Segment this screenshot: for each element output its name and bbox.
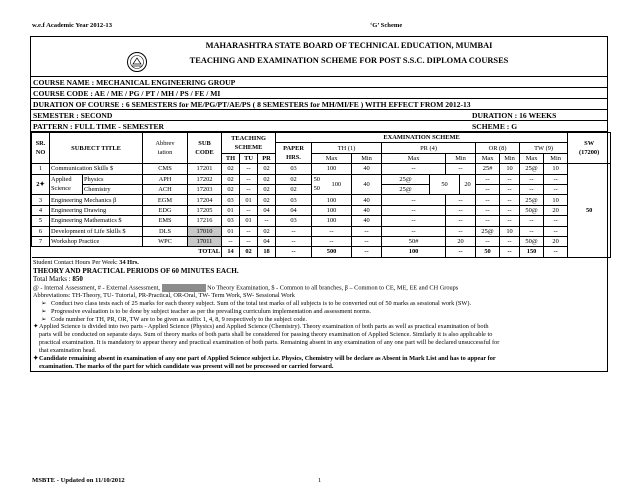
table-cell: 4 [32,205,50,215]
table-cell: -- [240,184,258,194]
contact-hours: Student Contact Hours Per Week: 34 Hrs. [33,258,139,266]
table-cell: 10 [500,164,520,174]
table-cell: 40 [352,216,382,226]
table-cell: 100 [312,195,352,205]
table-cell: 02 [222,174,240,184]
table-cell: -- [476,236,500,246]
or-max: Max [476,153,500,163]
board-header [31,37,607,77]
table-cell: 25@ [520,164,544,174]
table-row [32,164,611,174]
table-cell: 20 [460,174,476,195]
table-cell: 02 [240,247,258,257]
subject-title: Development of Life Skills $ [50,226,143,236]
table-cell: WPC [143,236,188,246]
sw-marks: 50 [568,164,611,258]
semester: SEMESTER : SECOND [33,111,113,120]
table-cell: -- [352,236,382,246]
table-cell: 50# [382,236,446,246]
table-cell: 03 [222,216,240,226]
table-cell: -- [544,216,568,226]
table-cell: -- [446,226,476,236]
table-cell: -- [500,247,520,257]
table-cell: -- [520,226,544,236]
effective-year: w.e.f Academic Year 2012-13 [32,22,113,29]
col-t-th: TH [222,153,240,163]
note-1: ➢ Conduct two class tests each of 25 marks for each theory subject. Sum of the total test marks of all subjects is to be converted out of 50 marks as sessional work (SW). [41,299,472,307]
table-cell: -- [500,195,520,205]
table-cell: 01 [222,205,240,215]
table-cell: -- [544,247,568,257]
table-cell: -- [352,226,382,236]
page-footer [32,477,606,484]
abbreviations: Abbreviations: TH-Theory, TU- Tutorial, PR-Practical, OR-Oral, TW- Term Work, SW- Sessional Work [33,291,295,299]
table-cell: -- [276,226,312,236]
table-cell: -- [382,226,446,236]
table-cell: -- [544,174,568,184]
table-cell: -- [446,164,476,174]
table-cell: DLS [143,226,188,236]
col-pr: PR (4) [382,143,476,153]
col-th: TH (1) [312,143,382,153]
table-cell: 17011 [188,236,222,246]
table-cell: 500 [312,247,352,257]
table-cell: -- [500,236,520,246]
table-cell: 50 [430,174,460,195]
table-cell: ACH [143,184,188,194]
col-subject: SUBJECT TITLE [50,133,143,164]
table-cell: EDG [143,205,188,215]
table-cell: 5 [32,216,50,226]
semester-row [31,110,607,121]
table-cell: 17203 [188,184,222,194]
table-cell: 7 [32,236,50,246]
table-cell: 100 [312,216,352,226]
subject-title: Communication Skills $ [50,164,143,174]
th-max: Max [312,153,352,163]
table-cell: -- [312,236,352,246]
table-cell: 10 [544,164,568,174]
table-cell: 01 [222,226,240,236]
table-cell: EGM [143,195,188,205]
table-cell: -- [446,205,476,215]
table-cell: -- [240,164,258,174]
table-cell: Physics [83,174,143,184]
table-cell: 03 [276,216,312,226]
col-tw: TW (9) [520,143,568,153]
table-cell: TOTAL [32,247,222,257]
table-cell: 50@ [520,236,544,246]
subject-title: Engineering Mechanics β [50,195,143,205]
note-line: examination. The marks of the part for which candidate was present will not be processed or carried forward. [39,363,334,371]
table-cell: 25@ [476,226,500,236]
col-t-pr: PR [258,153,276,163]
table-cell: 100 [322,174,352,195]
board-name: MAHARASHTRA STATE BOARD OF TECHNICAL EDUCATION, MUMBAI [205,41,493,50]
table-cell: CMS [143,164,188,174]
note-line: parts will be conducted on separate days. Sum of theory marks of both parts shall be considered for passing theory examination of Applied Science. Similarly it is also applicable to [39,331,493,339]
table-row [32,216,611,226]
pr-min: Min [446,153,476,163]
table-cell: 20 [446,236,476,246]
semester-duration: DURATION : 16 WEEKS [472,111,557,120]
table-cell: 2✦ [32,174,50,195]
table-row [32,236,611,246]
table-cell: -- [520,184,544,194]
table-cell: 02 [258,226,276,236]
table-cell: -- [476,174,500,184]
table-cell: 150 [520,247,544,257]
table-cell: -- [520,174,544,184]
table-row [32,174,611,184]
col-sr: SR. NO [32,133,50,164]
scheme-title: TEACHING AND EXAMINATION SCHEME FOR POST S.S.C. DIPLOMA COURSES [189,56,509,65]
table-cell: 17010 [188,226,222,236]
table-row [32,226,611,236]
table-cell: 40 [352,174,382,195]
table-cell: -- [382,205,446,215]
table-cell: -- [240,236,258,246]
table-cell: 100 [312,205,352,215]
col-teaching: TEACHING SCHEME [222,133,276,154]
table-cell: 18 [258,247,276,257]
table-cell: 6 [32,226,50,236]
table-cell: Chemistry [83,184,143,194]
scheme-frame [30,36,608,372]
th-min: Min [352,153,382,163]
no-theory-swatch [162,284,206,292]
absence-note: ✦ Candidate remaining absent in examination of any one part of Applied Science subject i.e. Physics, Chemistry will be declare as Absent in Mark List and has to appear for [33,355,496,363]
table-cell: -- [476,205,500,215]
legend-line: @ - Internal Assessment, # - External Assessment, No Theory Examination, $ - Common to all branches, β – Common to CE, ME, EE and CH Groups [33,283,459,291]
table-cell: -- [222,236,240,246]
note-line: that examination head. [39,347,97,355]
scheme-table [31,132,611,258]
table-cell: -- [382,195,446,205]
total-marks: Total Marks : 850 [33,274,83,283]
note-3: ➢ Code number for TH, PR, OR, TW are to be given as suffix 1, 4, 8, 9 respectively to the subject code. [41,315,307,323]
col-t-tu: TU [240,153,258,163]
course-code: COURSE CODE : AE / ME / PG / PT / MH / PS / FE / MI [31,88,607,99]
table-cell: 25@ [382,184,430,194]
period-note: THEORY AND PRACTICAL PERIODS OF 60 MINUTES EACH. [33,266,239,275]
table-cell: 40 [352,205,382,215]
table-cell: 10 [500,226,520,236]
col-sw: SW (17200) [568,133,611,164]
note-2: ➢ Progressive evaluation is to be done by subject teacher as per the prevailing curriculum implementation and assessment norms. [41,307,372,315]
table-cell: -- [276,247,312,257]
subject-title: Workshop Practice [50,236,143,246]
subject-title: Applied Science [50,174,83,195]
pr-max: Max [382,153,446,163]
table-cell: 17202 [188,174,222,184]
table-cell: -- [446,195,476,205]
table-cell: -- [520,216,544,226]
table-cell: 02 [258,164,276,174]
page-number: 1 [318,477,322,484]
table-cell: 50 50 [312,174,322,195]
table-cell: 14 [222,247,240,257]
total-row [32,247,611,257]
table-cell: 100 [382,247,446,257]
table-cell: 17204 [188,195,222,205]
table-cell: -- [382,164,446,174]
tw-min: Min [544,153,568,163]
table-cell: -- [500,184,520,194]
pattern: PATTERN : FULL TIME - SEMESTER [33,122,165,131]
table-cell: -- [446,247,476,257]
table-cell: 04 [276,205,312,215]
table-cell: -- [476,195,500,205]
or-min: Min [500,153,520,163]
table-cell: -- [500,205,520,215]
table-cell: 04 [258,205,276,215]
table-cell: 02 [222,164,240,174]
scheme-code: SCHEME : G [472,122,518,131]
table-cell: 25# [476,164,500,174]
table-cell: -- [544,226,568,236]
table-cell: 03 [222,195,240,205]
table-cell: -- [276,236,312,246]
document-page [30,10,608,485]
notes-section [31,258,607,371]
table-cell: 02 [258,174,276,184]
table-cell: 01 [240,195,258,205]
table-cell: -- [382,216,446,226]
updated-date: MSBTE - Updated on 11/10/2012 [32,477,125,484]
table-cell: 25@ [520,195,544,205]
table-cell: 02 [258,195,276,205]
table-cell: -- [240,226,258,236]
table-cell: 01 [240,216,258,226]
col-code: SUB CODE [188,133,222,164]
table-cell: 02 [258,184,276,194]
col-abbrev: Abbrev iation [143,133,188,164]
table-cell: -- [500,174,520,184]
note-line: practical examination. It is mandatory to appear theory and practical examination of both parts. Remaining absent in any examination of any one part will be declared unsuccessful for [39,339,500,347]
table-cell: 02 [276,174,312,184]
col-or: OR (8) [476,143,520,153]
table-cell: 50@ [520,205,544,215]
subject-title: Engineering Mathematics $ [50,216,143,226]
table-cell: 02 [222,184,240,194]
table-cell: 02 [276,184,312,194]
course-name: COURSE NAME : MECHANICAL ENGINEERING GROUP [31,77,607,88]
table-cell: 20 [544,236,568,246]
table-cell: -- [258,216,276,226]
table-cell: APH [143,174,188,184]
table-cell: 100 [312,164,352,174]
table-cell: 04 [258,236,276,246]
table-cell: 03 [276,195,312,205]
scheme-label: ‘G’ Scheme [370,22,403,29]
table-cell: EMS [143,216,188,226]
table-cell: 50 [476,247,500,257]
table-cell: -- [544,184,568,194]
table-cell: -- [240,205,258,215]
table-row [32,195,611,205]
table-cell: 17201 [188,164,222,174]
table-cell: 17216 [188,216,222,226]
table-cell: -- [500,216,520,226]
applied-science-note: ✦ Applied Science is divided into two parts - Applied Science (Physics) and Applied Science (Chemistry). Theory examination of both parts as well as practical examination of both [33,323,489,331]
col-paper-hrs: PAPER HRS. [276,143,312,164]
table-cell: 40 [352,195,382,205]
header-row-1 [32,133,611,143]
table-cell: -- [476,184,500,194]
subject-title: Engineering Drawing [50,205,143,215]
table-cell: -- [240,174,258,184]
table-row [32,205,611,215]
table-cell: -- [476,216,500,226]
table-cell: 25@ [382,174,430,184]
table-cell: 17205 [188,205,222,215]
table-cell: -- [352,247,382,257]
table-cell: -- [312,226,352,236]
tw-max: Max [520,153,544,163]
table-cell: 3 [32,195,50,205]
pattern-row [31,121,607,132]
table-cell: 10 [544,195,568,205]
col-exam: EXAMINATION SCHEME [276,133,568,143]
table-cell: 1 [32,164,50,174]
course-duration: DURATION OF COURSE : 6 SEMESTERS for ME/PG/PT/AE/PS ( 8 SEMESTERS for MH/MI/FE ) WITH EFFECT FROM 2012-13 [31,99,607,110]
table-cell: 03 [276,164,312,174]
table-cell: 20 [544,205,568,215]
table-cell: -- [446,216,476,226]
table-cell: 40 [352,164,382,174]
